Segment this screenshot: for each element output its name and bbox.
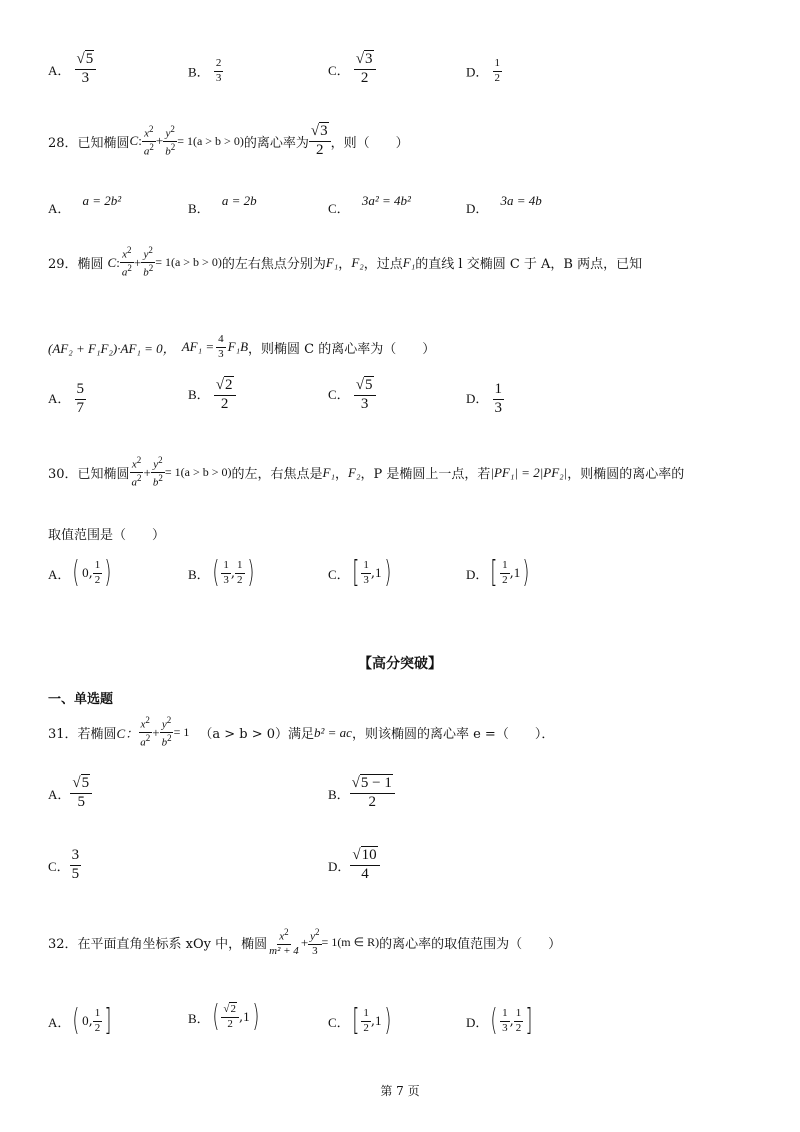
q30-option-c: C． [ $\frac{1}{3}$ , 1 ) xyxy=(328,555,391,590)
q29-option-a: A． $\frac{5}{7}$ xyxy=(48,381,85,416)
q28-option-a: A． a = 2b² xyxy=(48,193,122,216)
page-footer: 第 7 页 xyxy=(380,1084,420,1098)
option-letter: A． xyxy=(48,62,71,78)
question-29: 29．椭圆 C : $\frac{x^2}{a^2}$ + $\frac{y^2}{b^2}$ = 1(a > b > 0) 的左右焦点分别为 F₁ ， F₂ ，过点 F₁ 的直线 l 交椭圆 C 于 A，B 两点，已知 xyxy=(48,245,643,279)
question-31: 31．若椭圆 C： $\frac{x^2}{a^2}$ + $\frac{y^2}{b^2}$ = 1 （a > b > 0）满足 b² = ac ，则该椭圆的离心率 e =（ ）． xyxy=(48,715,555,749)
question-30-line2: 取值范围是（ ） xyxy=(48,528,166,543)
q32-option-c: C． [ $\frac{1}{2}$ , 1 ) xyxy=(328,1003,391,1038)
q32-option-d: D． ( $\frac{1}{3}$ , $\frac{1}{2}$ ] xyxy=(466,1003,533,1038)
q32-option-a: A． ( 0 , $\frac{1}{2}$ ] xyxy=(48,1003,112,1038)
q28-option-b: B． a = 2b xyxy=(188,193,257,216)
q27-option-b: B． $\frac{2}{3}$ xyxy=(188,57,222,84)
q28-option-c: C． 3a² = 4b² xyxy=(328,193,411,216)
q29-option-b: B． $\frac{√2}{2}$ xyxy=(188,378,236,413)
q27-option-a xyxy=(48,52,96,87)
q31-option-c: C． $\frac{3}{5}$ xyxy=(48,847,80,882)
q27-option-c: C． $\frac{√3}{2}$ xyxy=(328,52,376,87)
q30-option-b: B． ( $\frac{1}{3}$ , $\frac{1}{2}$ ) xyxy=(188,555,254,590)
question-29-line2: (AF₂ + F₁F₂)·AF₁ = 0， AF₁ = $\frac{4}{3}$ F₁B ，则椭圆 C 的离心率为（ ） xyxy=(48,333,436,360)
q29-option-d: D． $\frac{1}{3}$ xyxy=(466,381,503,416)
question-32: 32．在平面直角坐标系 xOy 中，椭圆 $\frac{x^2}{\text{m² + 4}}$ + $\frac{y^2}{3}$ = 1(m ∈ R) 的离心率的取值范围为（ ） xyxy=(48,927,562,958)
q27-option-d: D． $\frac{1}{2}$ xyxy=(466,57,501,84)
q31-option-b: B． $\frac{√5 - 1}{2}$ xyxy=(328,776,395,811)
subsection-title: 一、单选题 xyxy=(48,692,114,707)
section-title: 【高分突破】 xyxy=(358,656,442,672)
q30-option-d: D． [ $\frac{1}{2}$ , 1 ) xyxy=(466,555,530,590)
q31-option-d: D． $\frac{√10}{4}$ xyxy=(328,848,380,883)
q30-option-a: A． ( 0 , $\frac{1}{2}$ ) xyxy=(48,555,112,590)
q32-option-b: B． ( $\frac{√2}{2}$ , 1 ) xyxy=(188,999,259,1034)
question-30: 30．已知椭圆 $\frac{x^2}{a^2}$ + $\frac{y^2}{b^2}$ = 1(a > b > 0) 的左，右焦点是 F₁ ， F₂ ，P 是椭圆上一点，若 |PF₁| = 2|PF₂| ，则椭圆的离心率的 xyxy=(48,455,685,489)
question-28: 28．已知椭圆 C : $\frac{x^2}{a^2}$ + $\frac{y^2}{b^2}$ = 1(a > b > 0) 的离心率为 $\frac{√3}{2}$ ，则（ ） xyxy=(48,123,409,158)
q29-option-c: C． $\frac{√5}{3}$ xyxy=(328,378,376,413)
q28-option-d: D． 3a = 4b xyxy=(466,193,542,216)
q31-option-a: A． $\frac{√5}{5}$ xyxy=(48,776,92,811)
option-fraction: $\frac{√5}{3}$ xyxy=(75,52,97,87)
